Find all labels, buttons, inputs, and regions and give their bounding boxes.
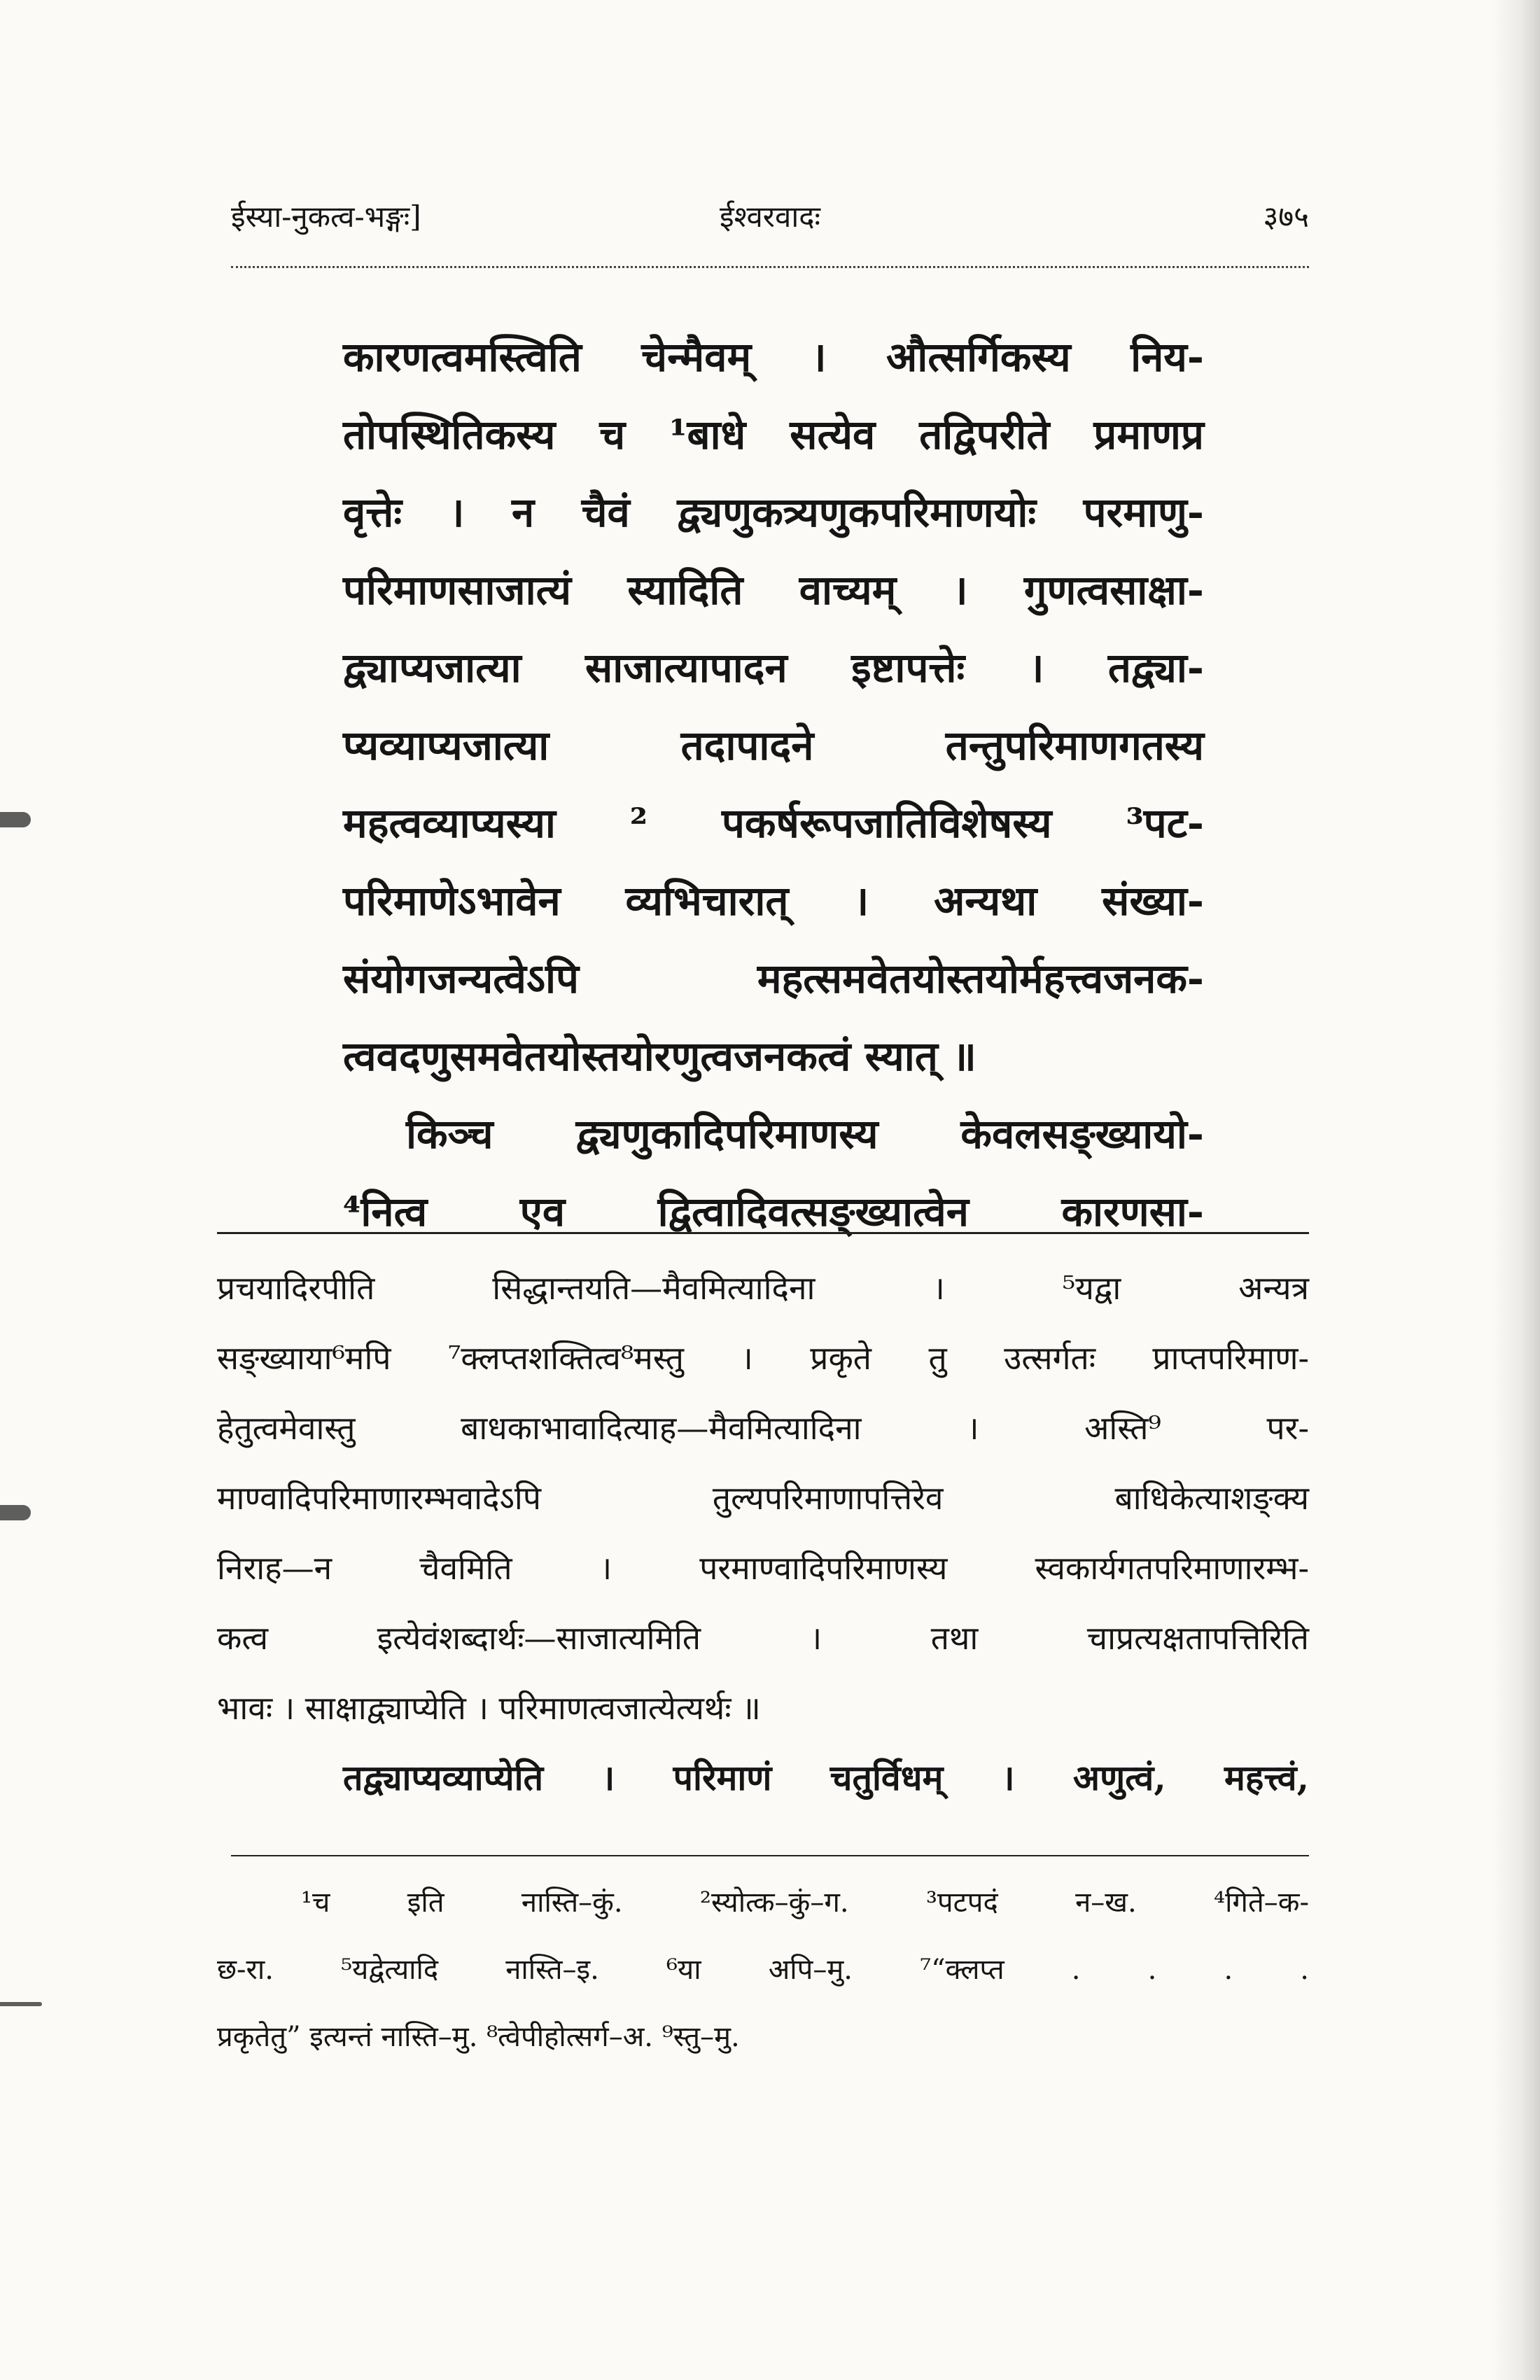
commentary-line: माण्वादिपरिमाणारम्भवादेऽपि तुल्यपरिमाणापत्तिरेव बाधिकेत्याशङ्क्य <box>217 1479 1309 1517</box>
margin-tab-mark <box>0 1505 31 1520</box>
header-section-title: ईस्या-नुकत्व-भङ्गः] <box>231 200 421 234</box>
margin-tick-mark <box>0 2002 42 2006</box>
main-text-line: संयोगजन्यत्वेऽपि महत्समवेतयोस्तयोर्महत्त्वजनक- <box>343 955 1204 1002</box>
header-chapter-title: ईश्वरवादः <box>719 200 821 234</box>
page-number: ३७५ <box>1263 200 1309 234</box>
header-divider <box>231 266 1309 268</box>
main-text-line: तोपस्थितिकस्य च ¹बाधे सत्येव तद्विपरीते प्रमाणप्र <box>343 411 1204 458</box>
main-text-line: किञ्च द्व्यणुकादिपरिमाणस्य केवलसङ्ख्यायो- <box>406 1110 1204 1158</box>
commentary-line: कत्व इत्येवंशब्दार्थः—साजात्यमिति । तथा चाप्रत्यक्षतापत्तिरिति <box>217 1619 1309 1657</box>
commentary-line: सङ्ख्याया⁶मपि ⁷क्लप्तशक्तित्व⁸मस्तु । प्रकृते तु उत्सर्गतः प्राप्तपरिमाण- <box>217 1339 1309 1377</box>
page-edge-shadow <box>1491 0 1540 2380</box>
main-text-line: त्ववदणुसमवेतयोस्तयोरणुत्वजनकत्वं स्यात् ॥ <box>343 1032 976 1080</box>
main-text-line: द्व्याप्यजात्या साजात्यापादन इष्टापत्तेः । तद्व्या- <box>343 644 1204 692</box>
footnote-line: प्रकृतेतु” इत्यन्तं नास्ति–मु. ⁸त्वेपीहोत्सर्ग–अ. ⁹स्तु–मु. <box>217 2021 740 2053</box>
commentary-line: हेतुत्वमेवास्तु बाधकाभावादित्याह—मैवमित्यादिना । अस्ति⁹ पर- <box>217 1409 1309 1447</box>
margin-tab-mark <box>0 812 31 827</box>
footnote-line: छ-रा. ⁵यद्वेत्यादि नास्ति–इ. ⁶या अपि–मु. ⁷“क्लप्त . . . . <box>217 1954 1309 1986</box>
main-text-block <box>343 318 1204 1251</box>
main-text-line: ⁴नित्व एव द्वित्वादिवत्सङ्ख्यात्वेन कारणसा- <box>343 1188 1204 1236</box>
footnote-line: ¹च इति नास्ति–कुं. ²स्योत्क–कुं–ग. ³पटपदं न–ख. ⁴गिते–क- <box>301 1886 1309 1919</box>
main-text-line: कारणत्वमस्त्विति चेन्मैवम् । औत्सर्गिकस्य निय- <box>343 333 1204 381</box>
main-text-line: परिमाणसाजात्यं स्यादिति वाच्यम् । गुणत्वसाक्षा- <box>343 566 1204 614</box>
main-text-line: प्यव्याप्यजात्या तदापादने तन्तुपरिमाणगतस्य <box>343 722 1204 769</box>
text-commentary-divider <box>217 1232 1309 1234</box>
footnotes-block <box>217 1869 1309 2071</box>
commentary-line: भावः । साक्षाद्व्याप्येति । परिमाणत्वजात्येत्यर्थः ॥ <box>217 1689 761 1727</box>
main-text-line: महत्वव्याप्यस्या ² पकर्षरूपजातिविशेषस्य ³पट- <box>343 799 1204 847</box>
main-text-line: वृत्तेः । न चैवं द्व्यणुकत्र्यणुकपरिमाणयोः परमाणु- <box>343 489 1204 536</box>
running-header <box>231 189 1309 238</box>
commentary-block <box>217 1253 1309 1813</box>
commentary-line: निराह—न चैवमिति । परमाण्वादिपरिमाणस्य स्वकार्यगतपरिमाणारम्भ- <box>217 1549 1309 1587</box>
commentary-line: प्रचयादिरपीति सिद्धान्तयति—मैवमित्यादिना । ⁵यद्वा अन्यत्र <box>217 1269 1309 1307</box>
footnote-divider <box>231 1855 1309 1856</box>
commentary-line: तद्व्याप्यव्याप्येति । परिमाणं चतुर्विधम् । अणुत्वं, महत्त्वं, <box>343 1757 1309 1798</box>
main-text-line: परिमाणेऽभावेन व्यभिचारात् । अन्यथा संख्या- <box>343 877 1204 925</box>
